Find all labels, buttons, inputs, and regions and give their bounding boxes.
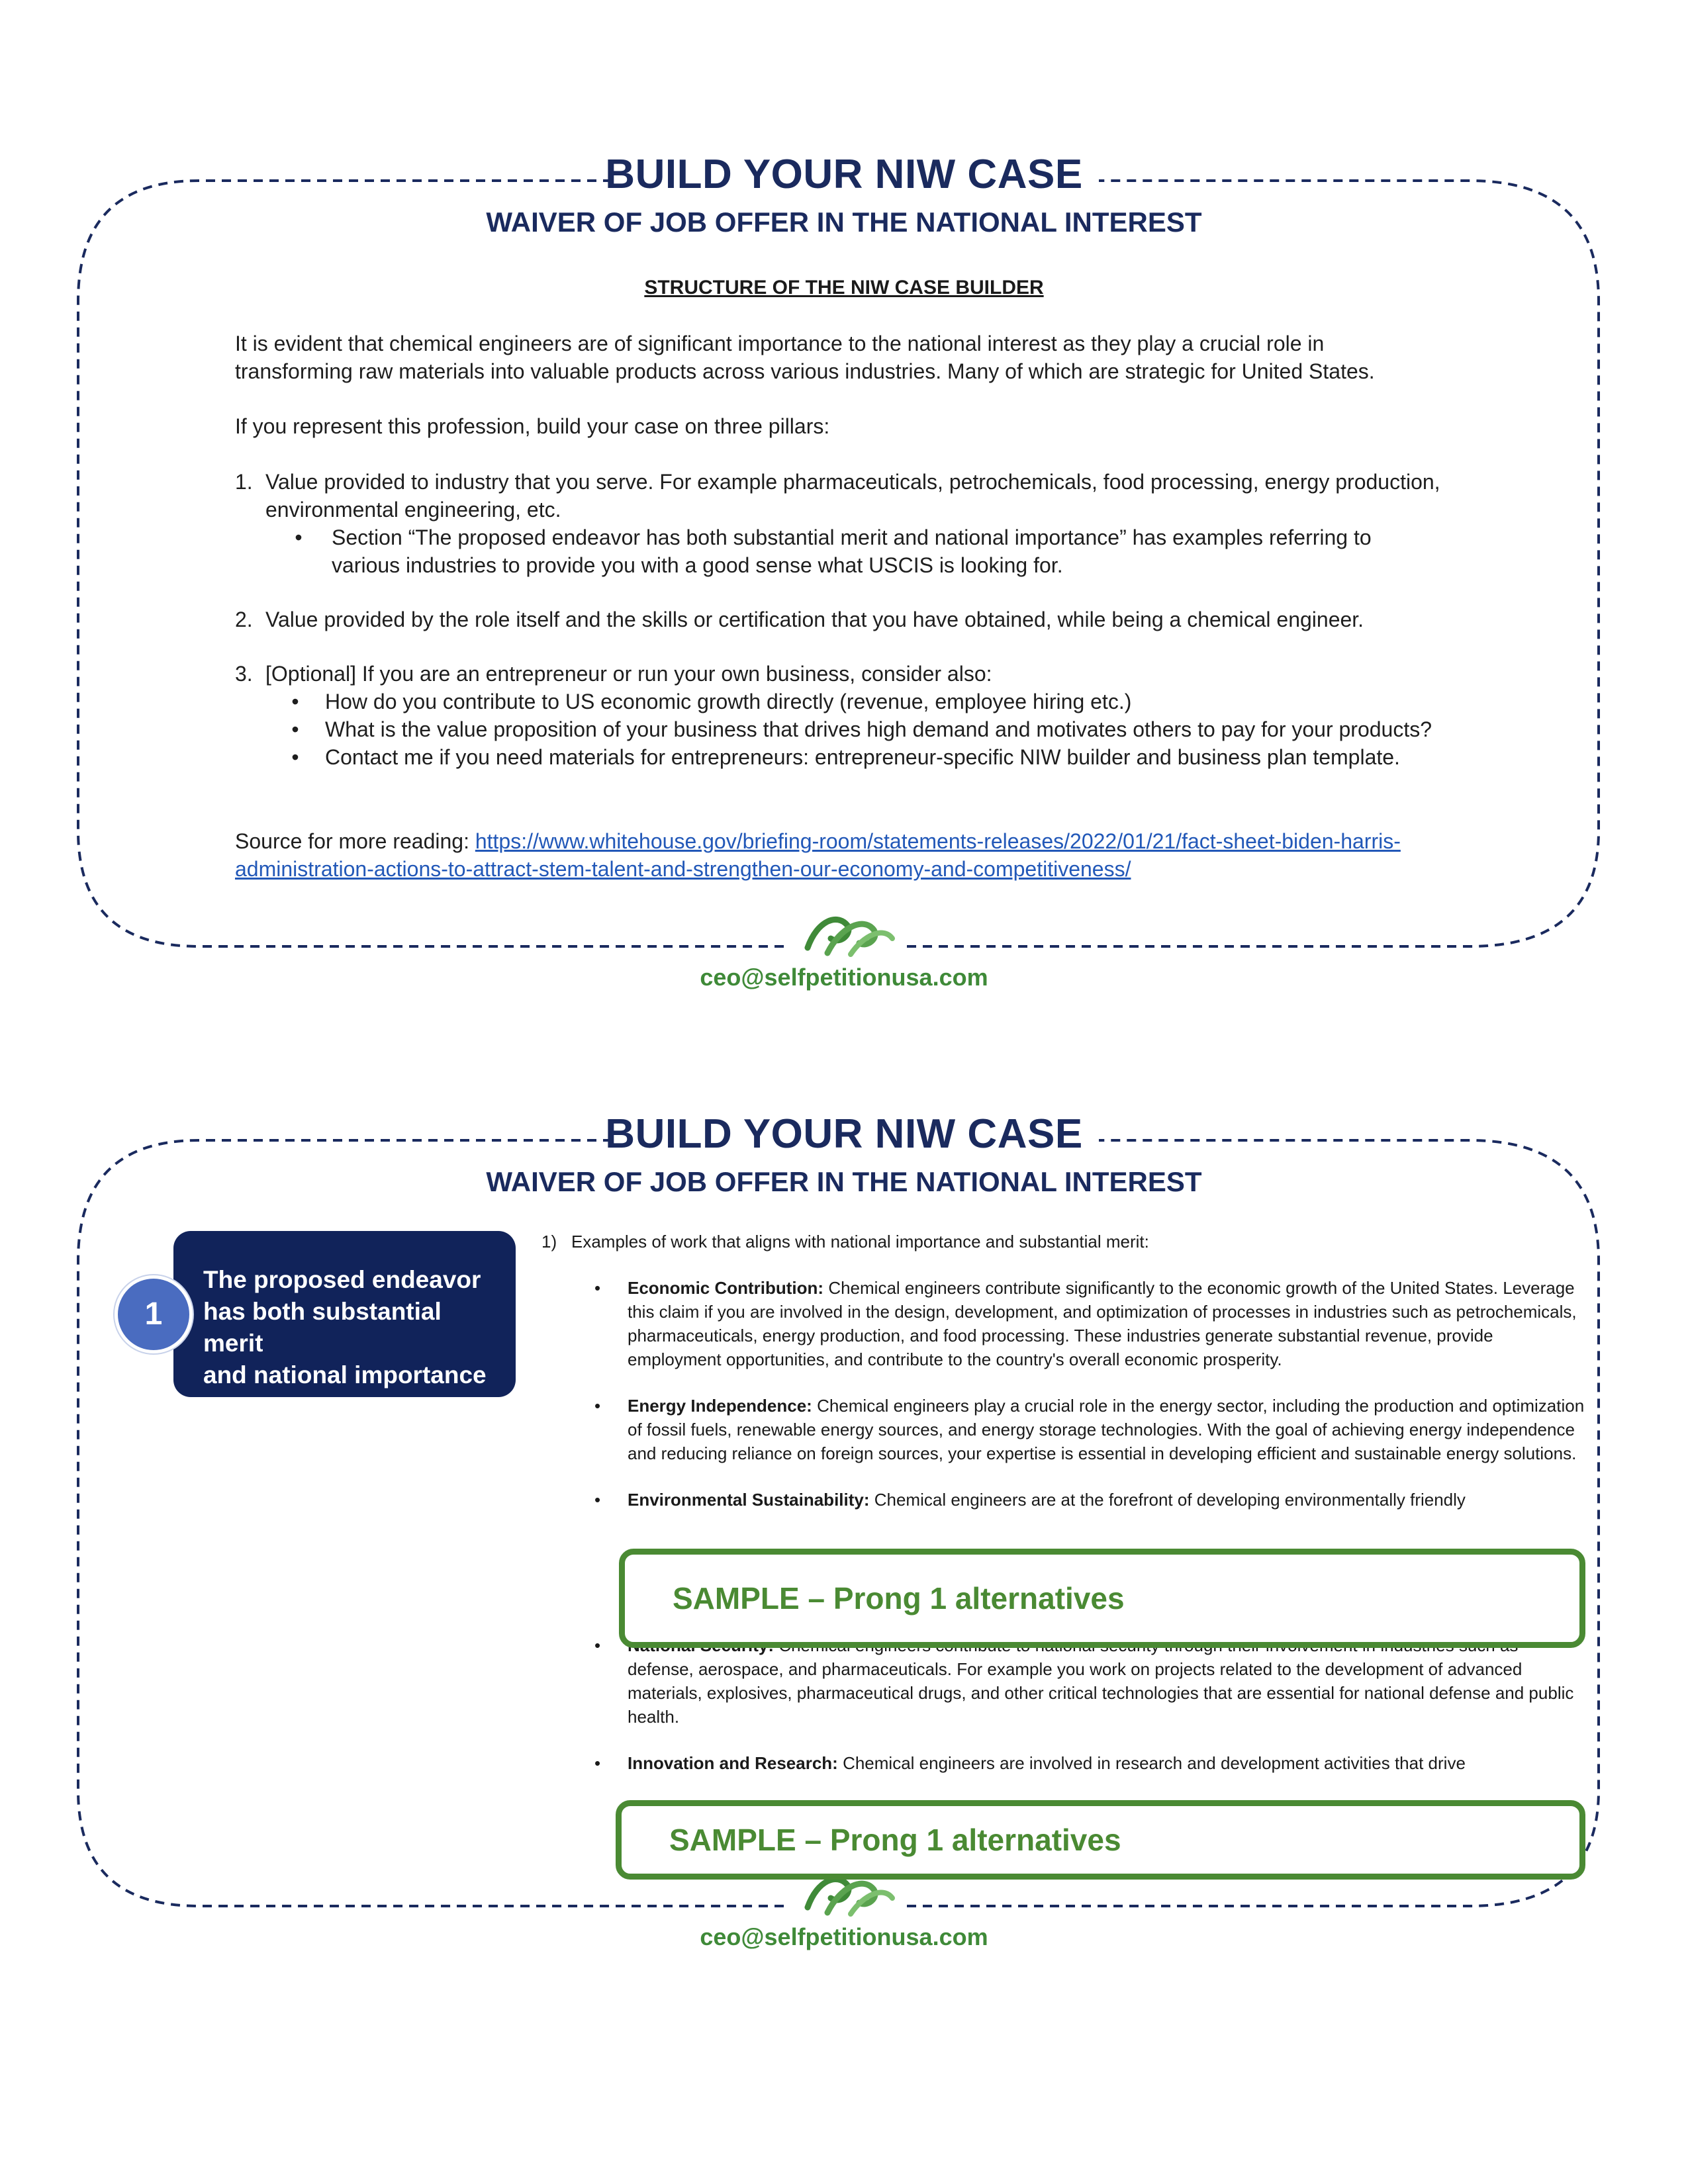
item-label: Innovation and Research: [628,1753,838,1773]
list-item [594,1276,1587,1371]
endeavor-line: and national importance [203,1361,487,1388]
bullet: • [291,717,299,741]
pillars-paragraph: If you represent this profession, build your case on three pillars: [235,414,830,438]
page-2 [0,960,1688,1952]
sub-bullet [265,688,1432,715]
list-item [235,660,1493,771]
endeavor-line: has both substantial merit [203,1298,442,1357]
page-subtitle: WAIVER OF JOB OFFER IN THE NATIONAL INTEREST [486,206,1202,238]
intro-line: transforming raw materials into valuable products across various industries. Many of which are strategic for United States. [235,359,1375,383]
sub-bullet [265,715,1432,743]
intro-paragraph [235,330,1493,385]
intro-line: It is evident that chemical engineers are of significant importance to the national interest as they play a crucial role in [235,332,1325,355]
list-text: Value provided to industry that you serve. For example pharmaceuticals, petrochemicals, food processing, energy production, [265,470,1440,494]
logo-swirl-icon [801,907,897,960]
examples-list [541,1230,1587,1797]
bullet: • [594,1753,601,1773]
sub-bullet [265,743,1432,771]
list-intro-text: Examples of work that aligns with national importance and substantial merit: [571,1232,1149,1251]
list-number: 2. [235,608,253,631]
list-item [235,606,1493,633]
page-title: BUILD YOUR NIW CASE [605,1111,1083,1157]
item-label: Economic Contribution: [628,1278,824,1298]
list-number: 3. [235,662,253,686]
source-paragraph [235,827,1526,883]
bullet: • [291,745,299,769]
page-1 [0,0,1688,993]
sub-bullet-text: What is the value proposition of your business that drives high demand and motivates others to pay for your products? [325,717,1432,741]
item-label: Energy Independence: [628,1396,812,1416]
sub-bullet-text: How do you contribute to US economic growth directly (revenue, employee hiring etc.) [325,690,1132,713]
sub-bullet-text: Contact me if you need materials for entrepreneurs: entrepreneur-specific NIW builder and business plan template. [325,745,1400,769]
section-heading: STRUCTURE OF THE NIW CASE BUILDER [644,277,1044,298]
list-number: 1) [541,1232,557,1251]
sample-banner-label: SAMPLE – Prong 1 alternatives [669,1823,1121,1857]
list-item [594,1751,1587,1775]
list-item [594,1394,1587,1465]
sample-banner-label: SAMPLE – Prong 1 alternatives [673,1581,1125,1615]
list-intro [541,1230,1587,1253]
item-text: Chemical engineers are involved in research and development activities that drive [837,1753,1466,1773]
contact-email: ceo@selfpetitionusa.com [700,1923,988,1950]
sub-bullet [265,523,1440,579]
source-link[interactable]: administration-actions-to-attract-stem-talent-and-strengthen-our-economy-and-competitiveness/ [235,857,1131,881]
sample-banner [616,1800,1585,1880]
item-label: Environmental Sustainability: [628,1490,870,1510]
item-text: Chemical engineers play a crucial role in the energy sector, including the production and optimization of fossil fuels, renewable energy sources, and energy storage technologies. With the goal of achieving energy independence and reducing reliance on foreign sources, your expertise is essential in developing efficient and sustainable energy solutions. [628,1396,1585,1463]
list-text: [Optional] If you are an entrepreneur or run your own business, consider also: [265,662,992,686]
sub-bullet-text: various industries to provide you with a good sense what USCIS is looking for. [332,553,1063,577]
bullet: • [594,1396,601,1416]
bullet: • [291,690,299,713]
source-label: Source for more reading: [235,829,475,853]
page-subtitle: WAIVER OF JOB OFFER IN THE NATIONAL INTEREST [486,1166,1202,1197]
bullet: • [295,525,303,549]
sub-bullet-text: Section “The proposed endeavor has both substantial merit and national importance” has examples referring to [332,525,1372,549]
bullet: • [594,1278,601,1298]
item-text: defense, aerospace, and pharmaceuticals. For example you work on projects related to the development of advanced materials, explosives, pharmaceutical drugs, and other critical technologies that are essential for national defense and public health. [628,1659,1574,1727]
item-text: Chemical engineers are at the forefront of developing environmentally friendly [869,1490,1466,1510]
bullet: • [594,1635,601,1655]
list-item [594,1488,1587,1512]
list-number: 1. [235,470,253,494]
source-link[interactable]: https://www.whitehouse.gov/briefing-room/statements-releases/2022/01/21/fact-sheet-biden-harris- [475,829,1401,853]
item-text: Chemical engineers contribute significantly to the economic growth of the United States. Leverage this claim if you are involved in the design, development, and optimization of processes in industries such as petrochemicals, pharmaceuticals, energy production, and food processing. These industries generate substantial revenue, provide employment opportunities, and contribute to the country's overall economic prosperity. [628,1278,1577,1369]
numbered-list [235,468,1493,771]
page-title: BUILD YOUR NIW CASE [605,152,1083,197]
bullet: • [594,1490,601,1510]
endeavor-line: The proposed endeavor [203,1266,481,1293]
list-text: environmental engineering, etc. [265,498,561,522]
step-number-badge: 1 [115,1275,193,1353]
sample-banner [619,1549,1585,1648]
list-item [235,468,1493,579]
endeavor-card [173,1231,516,1397]
list-text: Value provided by the role itself and the skills or certification that you have obtained, while being a chemical engineer. [265,608,1364,631]
contact-email: ceo@selfpetitionusa.com [700,964,988,991]
